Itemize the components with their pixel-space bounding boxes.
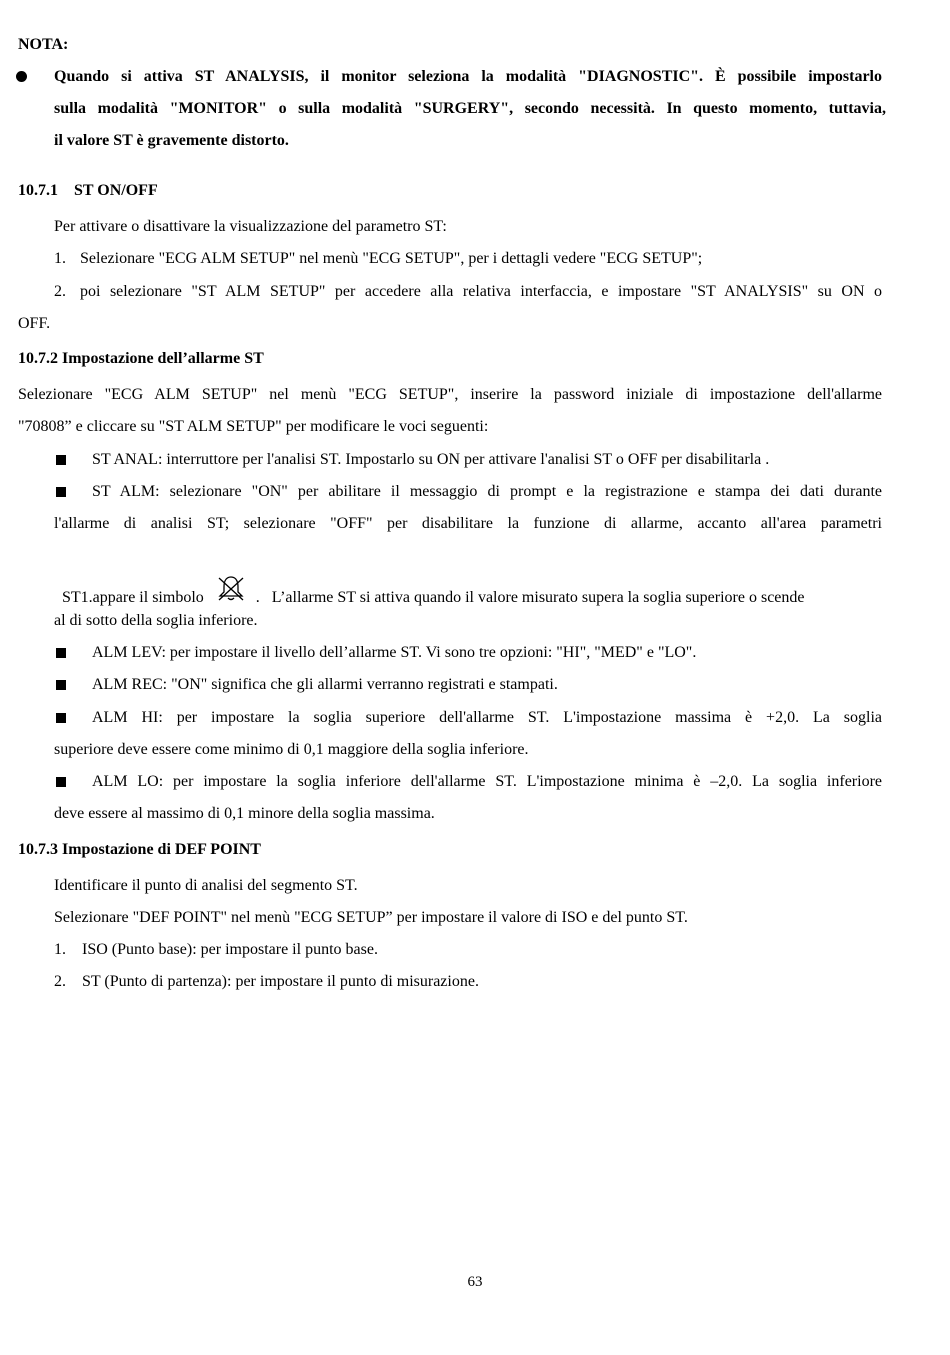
bullet-square <box>56 777 66 787</box>
page-number: 63 <box>467 1274 483 1290</box>
alm-lev-text: ALM LEV: per impostare il livello dell’allarme ST. Vi sono tre opzioni: "HI", "MED" e "LO". <box>92 644 697 661</box>
bullet-square <box>56 487 66 497</box>
s1071-item-2: poi selezionare "ST ALM SETUP" per accedere alla relativa interfaccia, e impostare "ST ANALYSIS" su ON o <box>80 283 882 300</box>
st-alm-line-1: ST ALM: selezionare "ON" per abilitare il messaggio di prompt e la registrazione e stampa dei dati durante <box>92 483 882 500</box>
list-number: 1. <box>54 941 66 958</box>
alarm-off-bell-icon <box>216 574 246 608</box>
s1071-intro: Per attivare o disattivare la visualizzazione del parametro ST: <box>54 218 447 235</box>
st-alm-line-2: l'allarme di analisi ST; selezionare "OFF" per disabilitare la funzione di allarme, accanto all'area parametri <box>54 515 882 532</box>
s1073-item-1: ISO (Punto base): per impostare il punto base. <box>82 941 378 958</box>
nota-line-1: Quando si attiva ST ANALYSIS, il monitor seleziona la modalità "DIAGNOSTIC". È possibile impostarlo <box>54 68 882 85</box>
bullet-square <box>56 455 66 465</box>
s1073-line-1: Identificare il punto di analisi del segmento ST. <box>54 877 358 894</box>
s1073-item-2: ST (Punto di partenza): per impostare il punto di misurazione. <box>82 973 479 990</box>
s1072-intro-2: "70808” e cliccare su "ST ALM SETUP" per modificare le voci seguenti: <box>18 418 489 435</box>
nota-title: NOTA: <box>18 36 69 53</box>
list-number: 1. <box>54 250 66 267</box>
bullet-square <box>56 680 66 690</box>
alm-hi-line-1: ALM HI: per impostare la soglia superiore dell'allarme ST. L'impostazione massima è +2,0. La soglia <box>92 709 882 726</box>
section-heading-10-7-3: 10.7.3 Impostazione di DEF POINT <box>18 841 261 858</box>
list-number: 2. <box>54 283 66 300</box>
st-anal-text: ST ANAL: interruttore per l'analisi ST. Impostarlo su ON per attivare l'analisi ST o OFF per disabilitarla . <box>92 451 770 468</box>
section-heading-10-7-1: 10.7.1 ST ON/OFF <box>18 182 158 199</box>
alm-rec-text: ALM REC: "ON" significa che gli allarmi verranno registrati e stampati. <box>92 676 558 693</box>
alm-lo-line-2: deve essere al massimo di 0,1 minore della soglia massima. <box>54 805 435 822</box>
alm-hi-line-2: superiore deve essere come minimo di 0,1 maggiore della soglia inferiore. <box>54 741 529 758</box>
st-alm-line-3 <box>54 568 805 608</box>
bullet-dot <box>16 71 27 82</box>
s1072-intro-1: Selezionare "ECG ALM SETUP" nel menù "ECG SETUP", inserire la password iniziale di impostazione dell'allarme <box>18 386 882 403</box>
nota-line-3: il valore ST è gravemente distorto. <box>54 132 289 149</box>
bullet-square <box>56 713 66 723</box>
st-alm-line-3b: . L’allarme ST si attiva quando il valore misurato supera la soglia superiore o scende <box>255 589 805 606</box>
st-alm-line-4: al di sotto della soglia inferiore. <box>54 612 258 629</box>
st-alm-line-3a: ST1.appare il simbolo <box>62 589 204 606</box>
s1071-item-2-cont: OFF. <box>18 315 51 332</box>
section-heading-10-7-2: 10.7.2 Impostazione dell’allarme ST <box>18 350 264 367</box>
alm-lo-line-1: ALM LO: per impostare la soglia inferiore dell'allarme ST. L'impostazione minima è –2,0. La soglia inferiore <box>92 773 882 790</box>
s1073-line-2: Selezionare "DEF POINT" nel menù "ECG SETUP” per impostare il valore di ISO e del punto ST. <box>54 909 688 926</box>
s1071-item-1: Selezionare "ECG ALM SETUP" nel menù "ECG SETUP", per i dettagli vedere "ECG SETUP"; <box>80 250 703 267</box>
bullet-square <box>56 648 66 658</box>
nota-line-2: sulla modalità "MONITOR" o sulla modalità "SURGERY", secondo necessità. In questo momento, tuttavia, <box>54 100 886 117</box>
list-number: 2. <box>54 973 66 990</box>
